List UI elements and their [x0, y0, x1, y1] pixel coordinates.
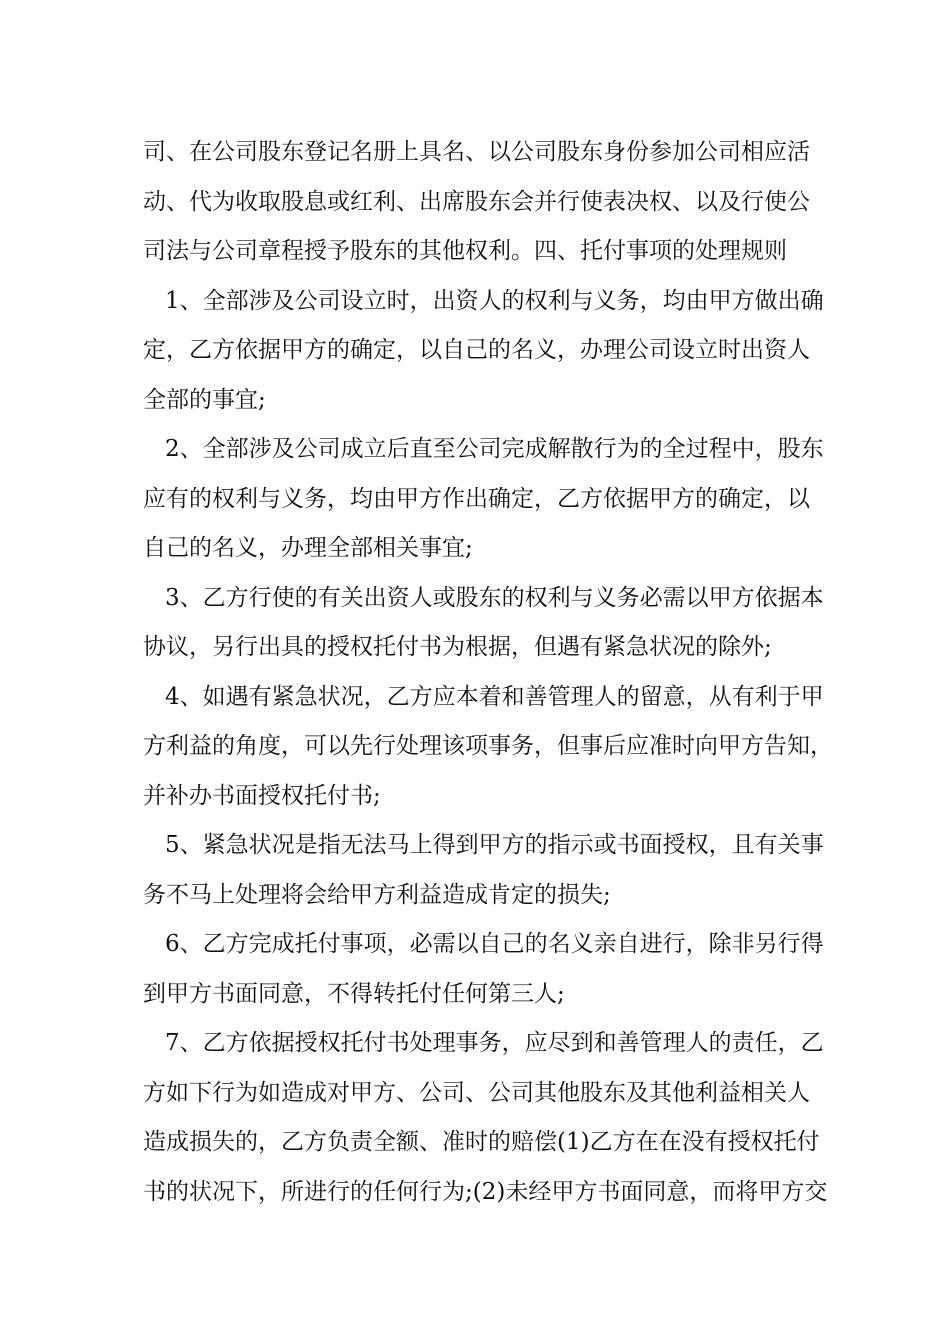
text-line: 务不马上处理将会给甲方利益造成肯定的损失; — [143, 881, 611, 908]
text-line: 司、在公司股东登记名册上具名、以公司股东身份参加公司相应活 — [143, 139, 810, 165]
paragraph-item-4 — [143, 673, 833, 822]
text-line: 4、如遇有紧急状况，乙方应本着和善管理人的留意，从有利于甲 — [165, 683, 824, 710]
text-line: 1、全部涉及公司设立时，出资人的权利与义务，均由甲方做出确 — [165, 287, 824, 314]
text-line: 自己的名义，办理全部相关事宜; — [143, 535, 473, 561]
text-line: 定，乙方依据甲方的确定，以自己的名义，办理公司设立时出资人 — [143, 337, 810, 363]
paragraph-item-3 — [143, 574, 823, 673]
text-line: 书的状况下，所进行的任何行为;(2)未经甲方书面同意，而将甲方交 — [143, 1178, 828, 1205]
text-line: 6、乙方完成托付事项，必需以自己的名义亲自进行，除非另行得 — [165, 931, 824, 957]
paragraph-item-5 — [143, 821, 823, 920]
text-line: 司法与公司章程授予股东的其他权利。四、托付事项的处理规则 — [143, 238, 787, 264]
text-line: 应有的权利与义务，均由甲方作出确定，乙方依据甲方的确定，以 — [143, 485, 810, 512]
text-line: 动、代为收取股息或红利、出席股东会并行使表决权、以及行使公 — [143, 188, 810, 215]
document-body — [143, 128, 833, 1217]
text-line: 5、紧急状况是指无法马上得到甲方的指示或书面授权，且有关事 — [165, 832, 824, 858]
paragraph-item-1 — [143, 277, 823, 426]
text-line: 造成损失的，乙方负责全额、准时的赔偿(1)乙方在在没有授权托付 — [143, 1129, 820, 1155]
text-line: 协议，另行出具的授权托付书为根据，但遇有紧急状况的除外; — [143, 634, 772, 660]
text-line: 方利益的角度，可以先行处理该项事务，但事后应准时向甲方告知， — [143, 733, 833, 759]
paragraph-item-6 — [143, 920, 823, 1019]
paragraph-rights-continuation — [143, 128, 823, 277]
paragraph-item-2 — [143, 425, 823, 574]
text-line: 7、乙方依据授权托付书处理事务，应尽到和善管理人的责任，乙 — [165, 1030, 824, 1056]
text-line: 2、全部涉及公司成立后直至公司完成解散行为的全过程中，股东 — [165, 436, 824, 462]
text-line: 全部的事宜; — [143, 386, 266, 413]
text-line: 并补办书面授权托付书; — [143, 782, 381, 809]
text-line: 方如下行为如造成对甲方、公司、公司其他股东及其他利益相关人 — [143, 1079, 810, 1106]
text-line: 到甲方书面同意，不得转托付任何第三人; — [143, 980, 565, 1007]
paragraph-item-7 — [143, 1019, 828, 1217]
text-line: 3、乙方行使的有关出资人或股东的权利与义务必需以甲方依据本 — [165, 584, 824, 611]
